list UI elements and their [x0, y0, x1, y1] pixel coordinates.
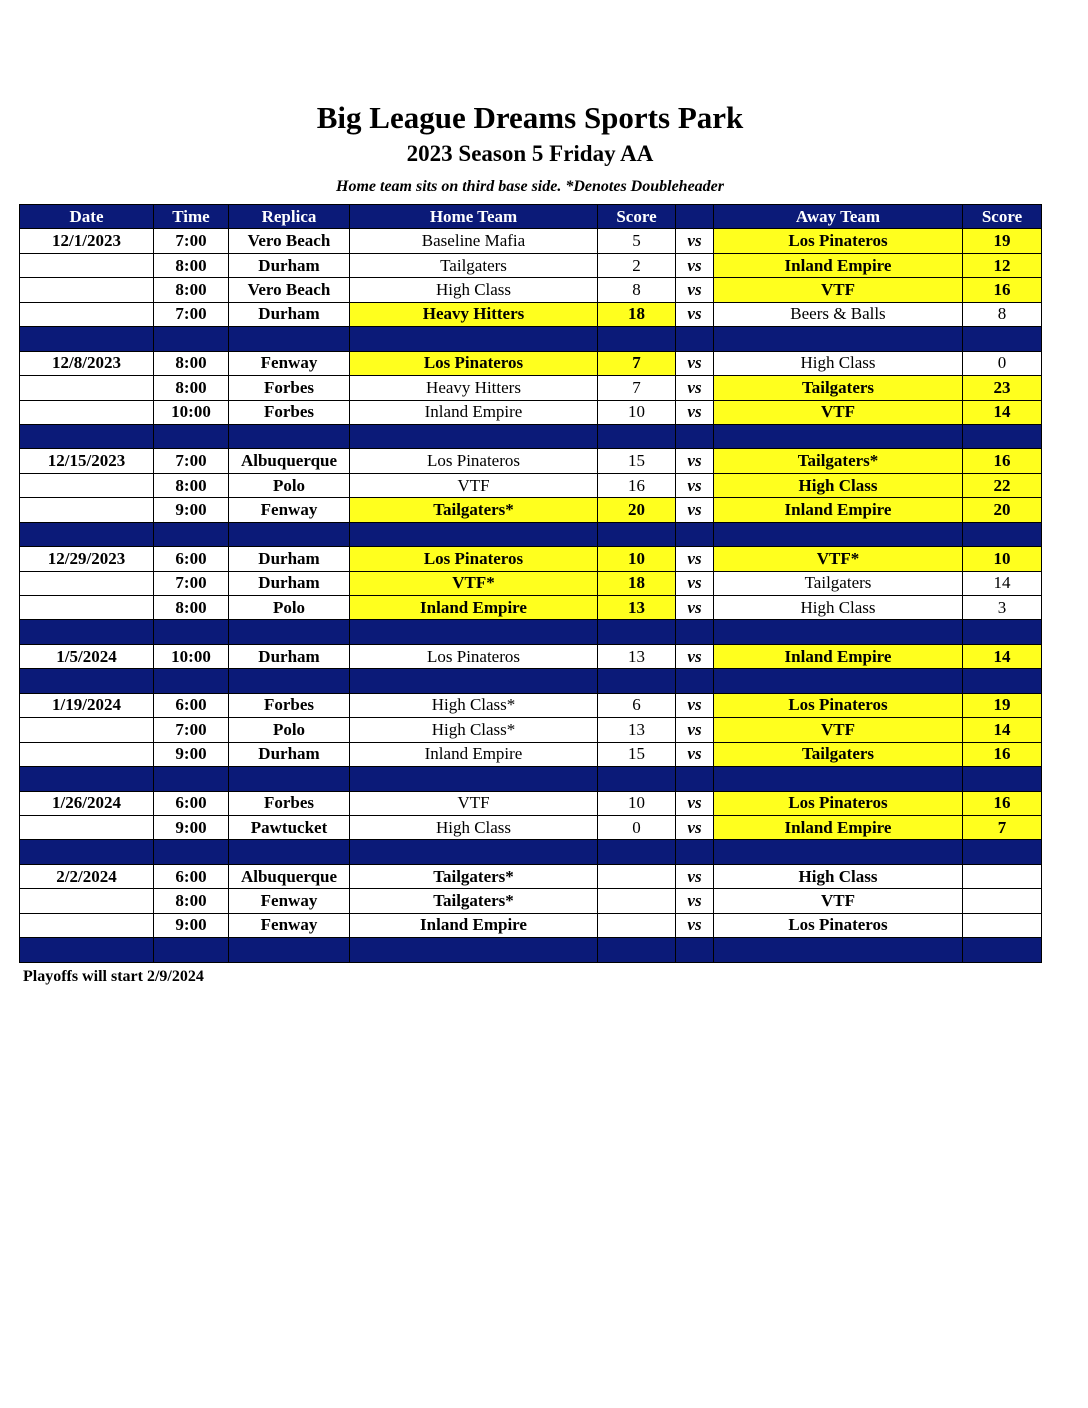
separator-cell	[714, 669, 963, 693]
vs-cell: vs	[676, 498, 714, 522]
home-score-cell: 18	[598, 571, 676, 595]
separator-cell	[229, 522, 350, 546]
away-team-cell: Tailgaters*	[714, 449, 963, 473]
home-team-cell: Los Pinateros	[350, 351, 598, 375]
separator-cell	[154, 327, 229, 351]
away-score-cell: 3	[963, 596, 1042, 620]
table-row	[20, 473, 1042, 497]
home-team-cell: High Class*	[350, 693, 598, 717]
away-team-cell: VTF	[714, 278, 963, 302]
replica-cell: Vero Beach	[229, 278, 350, 302]
replica-cell: Durham	[229, 644, 350, 668]
separator-cell	[20, 522, 154, 546]
away-team-cell: Los Pinateros	[714, 791, 963, 815]
home-team-cell: High Class	[350, 278, 598, 302]
date-cell	[20, 718, 154, 742]
separator-cell	[598, 840, 676, 864]
home-score-cell	[598, 913, 676, 937]
home-team-cell: Inland Empire	[350, 913, 598, 937]
replica-cell: Albuquerque	[229, 864, 350, 888]
table-row	[20, 400, 1042, 424]
separator-cell	[963, 620, 1042, 644]
table-row	[20, 791, 1042, 815]
table-row	[20, 742, 1042, 766]
separator-cell	[154, 620, 229, 644]
time-cell: 8:00	[154, 596, 229, 620]
time-cell: 8:00	[154, 351, 229, 375]
time-cell: 6:00	[154, 547, 229, 571]
home-score-cell: 20	[598, 498, 676, 522]
time-cell: 7:00	[154, 449, 229, 473]
home-score-cell: 13	[598, 718, 676, 742]
home-score-cell	[598, 889, 676, 913]
separator-cell	[963, 938, 1042, 962]
away-score-cell: 14	[963, 718, 1042, 742]
vs-cell: vs	[676, 596, 714, 620]
time-cell: 8:00	[154, 278, 229, 302]
away-team-cell: High Class	[714, 351, 963, 375]
date-cell	[20, 571, 154, 595]
home-team-cell: VTF*	[350, 571, 598, 595]
separator-cell	[714, 327, 963, 351]
vs-cell: vs	[676, 571, 714, 595]
away-score-cell: 22	[963, 473, 1042, 497]
col-header-home-score: Score	[598, 205, 676, 229]
away-score-cell	[963, 889, 1042, 913]
separator-cell	[350, 767, 598, 791]
away-team-cell: Inland Empire	[714, 498, 963, 522]
date-cell: 12/1/2023	[20, 229, 154, 253]
away-score-cell: 7	[963, 815, 1042, 839]
separator-cell	[714, 620, 963, 644]
week-separator-row	[20, 938, 1042, 962]
time-cell: 7:00	[154, 571, 229, 595]
away-score-cell	[963, 913, 1042, 937]
time-cell: 8:00	[154, 473, 229, 497]
vs-cell: vs	[676, 742, 714, 766]
table-row	[20, 498, 1042, 522]
separator-cell	[20, 424, 154, 448]
vs-cell: vs	[676, 718, 714, 742]
separator-cell	[598, 938, 676, 962]
home-score-cell: 13	[598, 644, 676, 668]
time-cell: 7:00	[154, 302, 229, 326]
time-cell: 9:00	[154, 498, 229, 522]
col-header-away-team: Away Team	[714, 205, 963, 229]
away-team-cell: Inland Empire	[714, 253, 963, 277]
time-cell: 9:00	[154, 815, 229, 839]
separator-cell	[598, 767, 676, 791]
away-team-cell: Tailgaters	[714, 571, 963, 595]
table-row	[20, 889, 1042, 913]
replica-cell: Forbes	[229, 400, 350, 424]
table-row	[20, 913, 1042, 937]
separator-cell	[963, 767, 1042, 791]
away-score-cell: 12	[963, 253, 1042, 277]
time-cell: 9:00	[154, 913, 229, 937]
playoffs-footer: Playoffs will start 2/9/2024	[23, 968, 204, 985]
time-cell: 6:00	[154, 693, 229, 717]
away-team-cell: VTF	[714, 718, 963, 742]
date-cell: 2/2/2024	[20, 864, 154, 888]
time-cell: 9:00	[154, 742, 229, 766]
replica-cell: Durham	[229, 547, 350, 571]
away-team-cell: Los Pinateros	[714, 693, 963, 717]
vs-cell: vs	[676, 864, 714, 888]
away-team-cell: Tailgaters	[714, 376, 963, 400]
home-team-cell: Inland Empire	[350, 596, 598, 620]
time-cell: 8:00	[154, 889, 229, 913]
separator-cell	[598, 327, 676, 351]
replica-cell: Fenway	[229, 913, 350, 937]
away-score-cell: 23	[963, 376, 1042, 400]
separator-cell	[963, 522, 1042, 546]
vs-cell: vs	[676, 913, 714, 937]
table-row	[20, 449, 1042, 473]
vs-cell: vs	[676, 473, 714, 497]
date-cell	[20, 913, 154, 937]
replica-cell: Forbes	[229, 791, 350, 815]
home-team-cell: High Class*	[350, 718, 598, 742]
replica-cell: Fenway	[229, 351, 350, 375]
date-cell	[20, 253, 154, 277]
week-separator-row	[20, 424, 1042, 448]
table-row	[20, 376, 1042, 400]
time-cell: 7:00	[154, 229, 229, 253]
week-separator-row	[20, 840, 1042, 864]
away-team-cell: High Class	[714, 596, 963, 620]
separator-cell	[676, 327, 714, 351]
home-team-cell: Heavy Hitters	[350, 302, 598, 326]
home-team-cell: VTF	[350, 791, 598, 815]
separator-cell	[963, 424, 1042, 448]
home-team-cell: Inland Empire	[350, 742, 598, 766]
home-team-cell: Tailgaters*	[350, 889, 598, 913]
separator-cell	[154, 522, 229, 546]
date-cell	[20, 400, 154, 424]
separator-cell	[714, 938, 963, 962]
separator-cell	[598, 424, 676, 448]
vs-cell: vs	[676, 302, 714, 326]
separator-cell	[20, 938, 154, 962]
vs-cell: vs	[676, 889, 714, 913]
away-team-cell: VTF	[714, 400, 963, 424]
home-team-cell: Heavy Hitters	[350, 376, 598, 400]
home-score-cell: 7	[598, 351, 676, 375]
date-cell	[20, 596, 154, 620]
time-cell: 6:00	[154, 864, 229, 888]
home-score-cell: 0	[598, 815, 676, 839]
col-header-vs	[676, 205, 714, 229]
home-team-cell: Inland Empire	[350, 400, 598, 424]
week-separator-row	[20, 767, 1042, 791]
away-team-cell: Inland Empire	[714, 815, 963, 839]
vs-cell: vs	[676, 278, 714, 302]
replica-cell: Durham	[229, 302, 350, 326]
table-row	[20, 229, 1042, 253]
replica-cell: Durham	[229, 253, 350, 277]
table-header-row	[20, 205, 1042, 229]
time-cell: 10:00	[154, 400, 229, 424]
home-score-cell: 5	[598, 229, 676, 253]
date-cell: 12/15/2023	[20, 449, 154, 473]
time-cell: 10:00	[154, 644, 229, 668]
home-score-cell: 10	[598, 400, 676, 424]
replica-cell: Forbes	[229, 693, 350, 717]
separator-cell	[963, 327, 1042, 351]
vs-cell: vs	[676, 253, 714, 277]
schedule-table	[19, 204, 1042, 963]
date-cell	[20, 473, 154, 497]
week-separator-row	[20, 522, 1042, 546]
home-team-cell: High Class	[350, 815, 598, 839]
away-score-cell: 16	[963, 791, 1042, 815]
home-team-cell: Tailgaters*	[350, 864, 598, 888]
home-team-cell: Los Pinateros	[350, 449, 598, 473]
separator-cell	[676, 424, 714, 448]
table-row	[20, 547, 1042, 571]
replica-cell: Vero Beach	[229, 229, 350, 253]
time-cell: 7:00	[154, 718, 229, 742]
vs-cell: vs	[676, 449, 714, 473]
week-separator-row	[20, 327, 1042, 351]
away-score-cell: 0	[963, 351, 1042, 375]
separator-cell	[676, 840, 714, 864]
col-header-time: Time	[154, 205, 229, 229]
replica-cell: Fenway	[229, 889, 350, 913]
separator-cell	[229, 840, 350, 864]
away-score-cell: 16	[963, 449, 1042, 473]
col-header-date: Date	[20, 205, 154, 229]
vs-cell: vs	[676, 229, 714, 253]
table-row	[20, 864, 1042, 888]
date-cell	[20, 498, 154, 522]
separator-cell	[229, 327, 350, 351]
away-score-cell: 10	[963, 547, 1042, 571]
replica-cell: Durham	[229, 571, 350, 595]
separator-cell	[676, 522, 714, 546]
table-row	[20, 351, 1042, 375]
time-cell: 8:00	[154, 253, 229, 277]
vs-cell: vs	[676, 351, 714, 375]
vs-cell: vs	[676, 815, 714, 839]
separator-cell	[20, 327, 154, 351]
separator-cell	[714, 424, 963, 448]
home-score-cell: 7	[598, 376, 676, 400]
date-cell: 1/19/2024	[20, 693, 154, 717]
separator-cell	[154, 840, 229, 864]
vs-cell: vs	[676, 376, 714, 400]
vs-cell: vs	[676, 400, 714, 424]
home-score-cell: 2	[598, 253, 676, 277]
away-team-cell: Tailgaters	[714, 742, 963, 766]
date-cell: 1/5/2024	[20, 644, 154, 668]
separator-cell	[963, 840, 1042, 864]
separator-cell	[676, 767, 714, 791]
home-score-cell: 13	[598, 596, 676, 620]
away-score-cell: 16	[963, 742, 1042, 766]
away-score-cell: 16	[963, 278, 1042, 302]
separator-cell	[350, 522, 598, 546]
home-team-cell: Los Pinateros	[350, 644, 598, 668]
separator-cell	[350, 327, 598, 351]
home-team-cell: Tailgaters*	[350, 498, 598, 522]
replica-cell: Fenway	[229, 498, 350, 522]
separator-cell	[714, 522, 963, 546]
separator-cell	[154, 938, 229, 962]
doubleheader-note: Home team sits on third base side. *Denotes Doubleheader	[336, 178, 724, 195]
schedule-body	[20, 229, 1042, 962]
separator-cell	[229, 767, 350, 791]
separator-cell	[154, 669, 229, 693]
separator-cell	[350, 620, 598, 644]
date-cell: 12/29/2023	[20, 547, 154, 571]
away-team-cell: High Class	[714, 864, 963, 888]
week-separator-row	[20, 669, 1042, 693]
away-score-cell: 20	[963, 498, 1042, 522]
away-team-cell: High Class	[714, 473, 963, 497]
table-row	[20, 693, 1042, 717]
away-team-cell: Inland Empire	[714, 644, 963, 668]
home-score-cell: 16	[598, 473, 676, 497]
date-cell: 12/8/2023	[20, 351, 154, 375]
separator-cell	[154, 767, 229, 791]
separator-cell	[20, 620, 154, 644]
vs-cell: vs	[676, 791, 714, 815]
away-score-cell: 14	[963, 571, 1042, 595]
page-title: Big League Dreams Sports Park	[316, 100, 744, 135]
replica-cell: Forbes	[229, 376, 350, 400]
time-cell: 8:00	[154, 376, 229, 400]
separator-cell	[229, 938, 350, 962]
home-score-cell: 15	[598, 449, 676, 473]
separator-cell	[676, 669, 714, 693]
away-score-cell	[963, 864, 1042, 888]
home-score-cell: 18	[598, 302, 676, 326]
date-cell	[20, 889, 154, 913]
separator-cell	[676, 938, 714, 962]
away-score-cell: 8	[963, 302, 1042, 326]
separator-cell	[598, 522, 676, 546]
separator-cell	[229, 620, 350, 644]
separator-cell	[350, 424, 598, 448]
away-team-cell: Los Pinateros	[714, 229, 963, 253]
table-row	[20, 571, 1042, 595]
away-team-cell: Beers & Balls	[714, 302, 963, 326]
replica-cell: Pawtucket	[229, 815, 350, 839]
replica-cell: Albuquerque	[229, 449, 350, 473]
vs-cell: vs	[676, 644, 714, 668]
table-row	[20, 596, 1042, 620]
home-score-cell: 10	[598, 791, 676, 815]
separator-cell	[598, 620, 676, 644]
home-score-cell: 8	[598, 278, 676, 302]
date-cell	[20, 278, 154, 302]
away-team-cell: VTF*	[714, 547, 963, 571]
vs-cell: vs	[676, 693, 714, 717]
separator-cell	[676, 620, 714, 644]
replica-cell: Polo	[229, 473, 350, 497]
home-score-cell: 6	[598, 693, 676, 717]
away-team-cell: Los Pinateros	[714, 913, 963, 937]
col-header-home-team: Home Team	[350, 205, 598, 229]
separator-cell	[20, 669, 154, 693]
separator-cell	[229, 424, 350, 448]
away-score-cell: 14	[963, 644, 1042, 668]
separator-cell	[20, 840, 154, 864]
separator-cell	[229, 669, 350, 693]
col-header-replica: Replica	[229, 205, 350, 229]
separator-cell	[598, 669, 676, 693]
table-row	[20, 718, 1042, 742]
replica-cell: Polo	[229, 596, 350, 620]
table-row	[20, 815, 1042, 839]
home-team-cell: Tailgaters	[350, 253, 598, 277]
date-cell	[20, 302, 154, 326]
separator-cell	[350, 669, 598, 693]
home-score-cell: 10	[598, 547, 676, 571]
date-cell	[20, 815, 154, 839]
separator-cell	[154, 424, 229, 448]
date-cell: 1/26/2024	[20, 791, 154, 815]
home-team-cell: Los Pinateros	[350, 547, 598, 571]
away-score-cell: 19	[963, 693, 1042, 717]
table-row	[20, 278, 1042, 302]
separator-cell	[350, 840, 598, 864]
time-cell: 6:00	[154, 791, 229, 815]
replica-cell: Polo	[229, 718, 350, 742]
table-row	[20, 253, 1042, 277]
table-row	[20, 644, 1042, 668]
home-score-cell	[598, 864, 676, 888]
home-team-cell: VTF	[350, 473, 598, 497]
separator-cell	[20, 767, 154, 791]
replica-cell: Durham	[229, 742, 350, 766]
away-team-cell: VTF	[714, 889, 963, 913]
away-score-cell: 19	[963, 229, 1042, 253]
separator-cell	[714, 840, 963, 864]
week-separator-row	[20, 620, 1042, 644]
table-row	[20, 302, 1042, 326]
separator-cell	[714, 767, 963, 791]
date-cell	[20, 742, 154, 766]
col-header-away-score: Score	[963, 205, 1042, 229]
away-score-cell: 14	[963, 400, 1042, 424]
page-subtitle: 2023 Season 5 Friday AA	[406, 141, 654, 166]
vs-cell: vs	[676, 547, 714, 571]
home-team-cell: Baseline Mafia	[350, 229, 598, 253]
home-score-cell: 15	[598, 742, 676, 766]
date-cell	[20, 376, 154, 400]
separator-cell	[963, 669, 1042, 693]
separator-cell	[350, 938, 598, 962]
